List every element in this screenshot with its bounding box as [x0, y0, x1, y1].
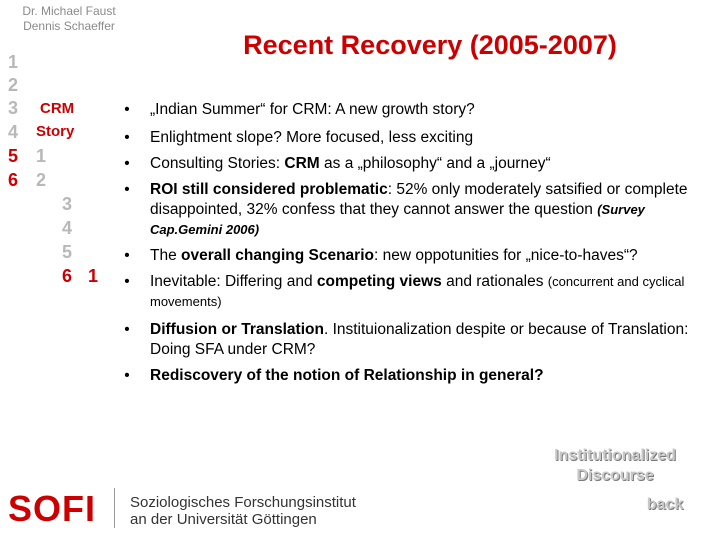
institute-line: an der Universität Göttingen: [130, 511, 317, 528]
nav-item-2[interactable]: 2: [8, 75, 19, 95]
nav-label-crm[interactable]: CRM: [40, 100, 75, 117]
bullet-emphasis: overall changing Scenario: [181, 247, 374, 264]
institute-name: [130, 494, 356, 528]
list-item: [120, 128, 710, 148]
list-item: [120, 272, 710, 312]
bullet-icon: •: [124, 129, 130, 146]
list-item: [120, 366, 710, 386]
bullet-text: The: [150, 247, 182, 264]
link-label: Discourse: [576, 467, 654, 484]
author-block: [4, 4, 134, 34]
institutionalized-discourse-link[interactable]: [540, 446, 690, 486]
author-name: Dennis Schaeffer: [23, 19, 115, 33]
bullet-text: : 52% only moderately satsified or complete disappointed, 32% confess that they cannot answer the question: [150, 181, 688, 218]
bullet-icon: •: [124, 181, 130, 198]
nav-subitem-4[interactable]: 4: [62, 218, 73, 238]
bullet-text: . Instituionalization despite or because of Translation: Doing SFA under CRM?: [150, 321, 689, 358]
bullet-icon: •: [124, 101, 130, 118]
bullet-citation: (Survey Cap.Gemini 2006): [150, 202, 645, 237]
bullet-note: (concurrent and cyclical movements): [150, 274, 685, 309]
nav-subitem-6-1[interactable]: 1: [88, 266, 99, 286]
bullet-text: Enlightment slope? More focused, less exciting: [150, 129, 474, 146]
nav-subitem-5[interactable]: 5: [62, 242, 73, 262]
nav-item-4[interactable]: 4: [8, 122, 19, 142]
bullet-icon: •: [124, 155, 130, 172]
bullet-emphasis: CRM: [284, 155, 320, 172]
bullet-list: [120, 100, 710, 386]
bullet-icon: •: [124, 367, 130, 384]
bullet-text: as a „philosophy“ and a „journey“: [319, 155, 551, 172]
list-item: [120, 154, 710, 174]
institute-line: Soziologisches Forschungsinstitut: [130, 494, 356, 511]
bullet-text: Inevitable: Differing and: [150, 273, 317, 290]
bullet-emphasis: ROI still considered problematic: [150, 181, 388, 198]
author-name: Dr. Michael Faust: [22, 4, 116, 18]
bullet-icon: •: [124, 273, 130, 290]
bullet-emphasis: competing views: [316, 273, 442, 290]
bullet-emphasis: Diffusion or Translation: [150, 321, 324, 338]
nav-subitem-6[interactable]: 6: [62, 266, 73, 286]
bullet-text: Consulting Stories:: [150, 155, 285, 172]
nav-subitem-3[interactable]: 3: [62, 194, 73, 214]
nav-item-1[interactable]: 1: [8, 52, 19, 72]
nav-label-story[interactable]: Story: [36, 123, 75, 140]
nav-subitem-2[interactable]: 2: [36, 170, 47, 190]
nav-item-5[interactable]: 5: [8, 146, 19, 166]
bullet-text: „Indian Summer“ for CRM: A new growth story?: [150, 101, 475, 118]
footer-divider: [114, 488, 115, 528]
list-item: [120, 180, 710, 240]
bullet-text: and rationales: [441, 273, 548, 290]
link-label: Institutionalized: [554, 447, 676, 464]
bullet-icon: •: [124, 247, 130, 264]
sofi-logo: SOFI: [8, 488, 97, 529]
nav-item-6[interactable]: 6: [8, 170, 19, 190]
list-item: [120, 100, 710, 120]
list-item: [120, 320, 710, 360]
back-button[interactable]: back: [646, 496, 684, 513]
bullet-icon: •: [124, 321, 130, 338]
nav-subitem-1[interactable]: 1: [36, 146, 47, 166]
nav-item-3[interactable]: 3: [8, 98, 19, 118]
list-item: [120, 246, 710, 266]
bullet-emphasis: Rediscovery of the notion of Relationship in general?: [150, 367, 544, 384]
slide-title: Recent Recovery (2005-2007): [243, 30, 617, 60]
bullet-text: : new oppotunities for „nice-to-haves“?: [373, 247, 638, 264]
